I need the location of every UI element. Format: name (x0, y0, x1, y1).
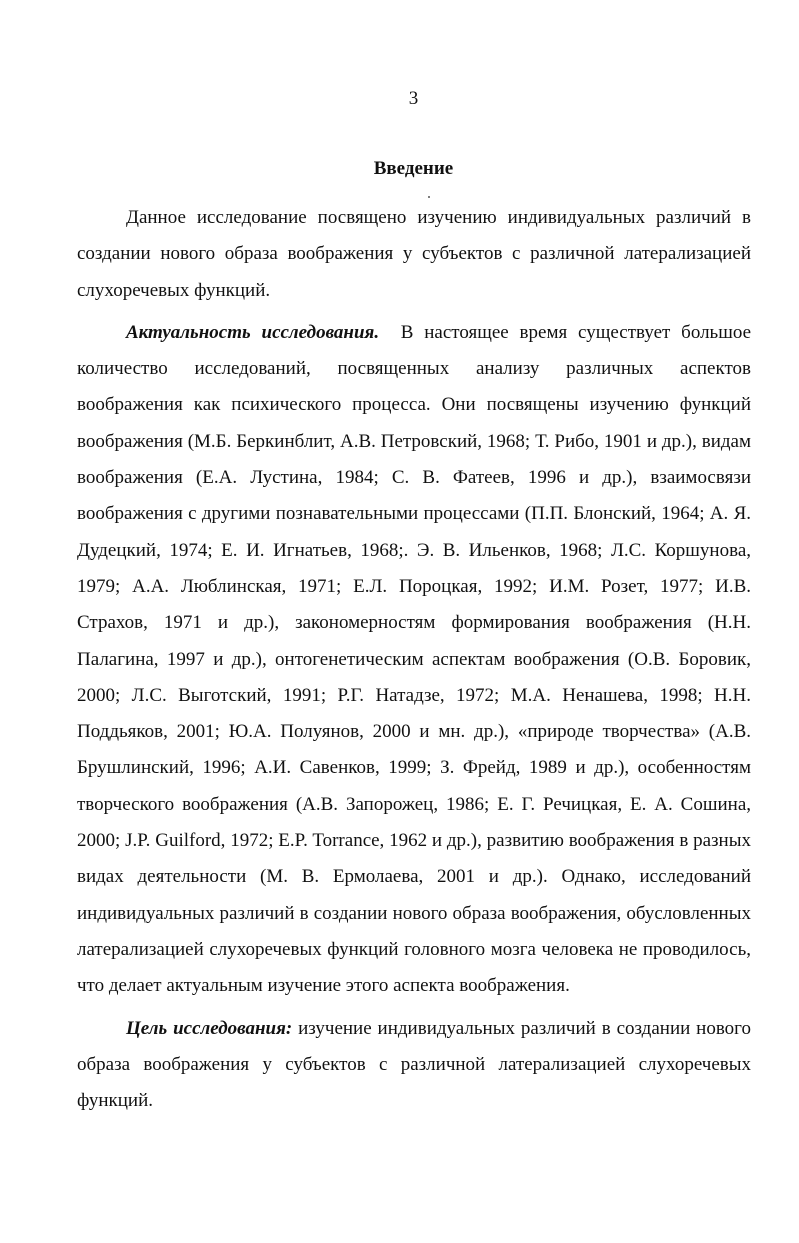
body-text (77, 200, 751, 1125)
paragraph-relevance (77, 315, 751, 1005)
page-number: 3 (408, 88, 419, 109)
scan-speck (428, 196, 430, 198)
paragraph-text: изучение индивидуальных различий в создании нового образа воображения у субъектов с различной латерализацией слухоречевых функций. (77, 1017, 751, 1112)
paragraph-text: В настоящее время существует большое количество исследований, посвященных анализу различных аспектов воображения как психического процесса. Они посвящены изучению функций воображения (М.Б. Беркинблит, А.В. Петровский, 1968; Т. Рибо, 1901 и др.), видам воображения (Е.А. Лустина, 1984; С. В. Фатеев, 1996 и др.), взаимосвязи воображения с другими познавательными процессами (П.П. Блонский, 1964; А. Я. Дудецкий, 1974; Е. И. Игнатьев, 1968;. Э. В. Ильенков, 1968; Л.С. Коршунова, 1979; А.А. Люблинская, 1971; Е.Л. Пороцкая, 1992; И.М. Розет, 1977; И.В. Страхов, 1971 и др.), закономерностям формирования воображения (Н.Н. Палагина, 1997 и др.), онтогенетическим аспектам воображения (О.В. Боровик, 2000; Л.С. Выготский, 1991; Р.Г. Натадзе, 1972; М.А. Ненашева, 1998; Н.Н. Поддьяков, 2001; Ю.А. Полуянов, 2000 и мн. др.), «природе творчества» (А.В. Брушлинский, 1996; А.И. Савенков, 1999; З. Фрейд, 1989 и др.), особенностям творческого воображения (А.В. Запорожец, 1986; Е. Г. Речицкая, Е. А. Сошина, 2000; J.P. Guilford, 1972; E.P. Torrance, 1962 и др.), развитию воображения в разных видах деятельности (М. В. Ермолаева, 2001 и др.). Однако, исследований индивидуальных различий в создании нового образа воображения, обусловленных латерализацией слухоречевых функций головного мозга человека не проводилось, что делает актуальным изучение этого аспекта воображения. (77, 321, 752, 997)
section-heading: Введение (373, 158, 454, 179)
paragraph-text: Данное исследование посвящено изучению индивидуальных различий в создании нового образа воображения у субъектов с различной латерализацией слухоречевых функций. (77, 207, 751, 301)
paragraph-lead: Актуальность исследования. (126, 321, 380, 343)
paragraph-lead: Цель исследования: (126, 1017, 293, 1039)
paragraph-goal (77, 1011, 751, 1120)
paragraph-intro (77, 200, 751, 309)
